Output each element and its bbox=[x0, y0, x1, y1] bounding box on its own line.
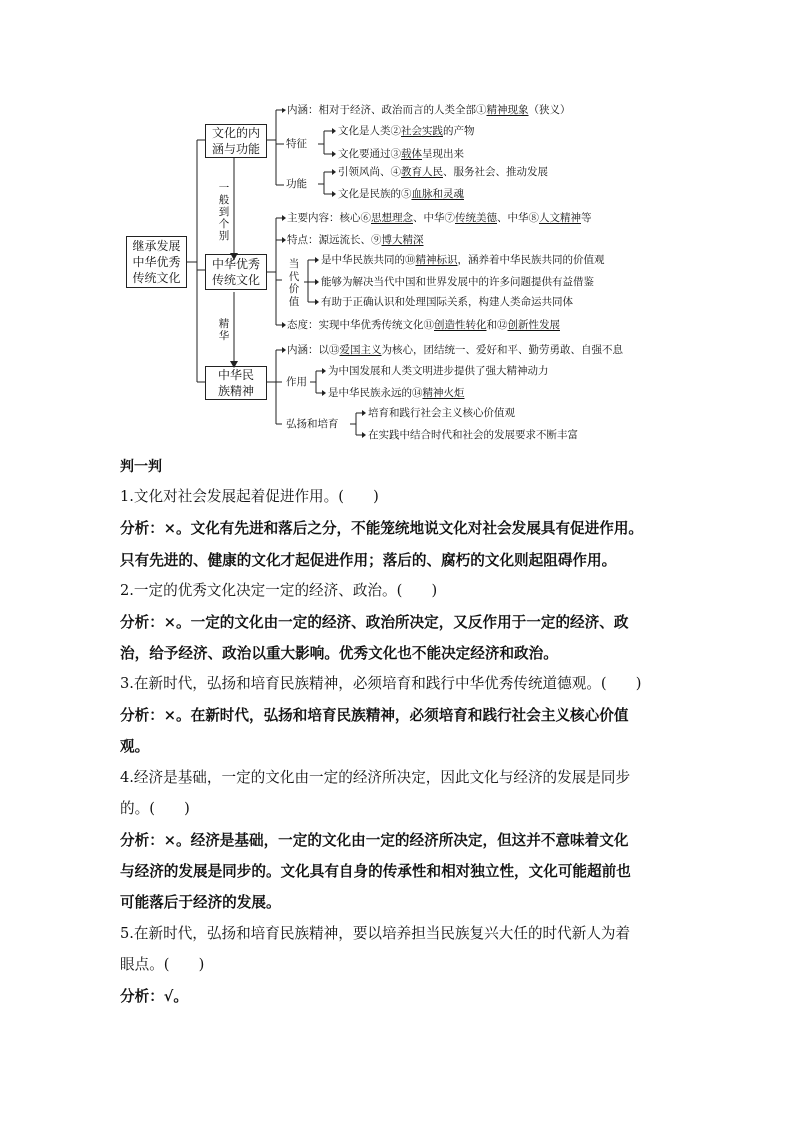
answer-2-line-1: 分析：×。一定的文化由一定的经济、政治所决定，又反作用于一定的经济、政 bbox=[120, 614, 629, 631]
n2-characteristics: 特点：源远流长、⑨博大精深 bbox=[287, 234, 424, 246]
question-4-line-2: 的。( ) bbox=[120, 800, 190, 817]
n1-feature-label: 特征 bbox=[286, 138, 307, 150]
diagram-node-national-spirit: 中华民族精神 bbox=[205, 366, 267, 400]
answer-1-line-2: 只有先进的、健康的文化才起促进作用；落后的、腐朽的文化则起阻碍作用。 bbox=[120, 552, 617, 569]
answer-4-line-3: 可能落后于经济的发展。 bbox=[120, 894, 281, 911]
n1-feature-2: 文化要通过③载体呈现出来 bbox=[338, 148, 464, 160]
answer-3-line-1: 分析：×。在新时代，弘扬和培育民族精神，必须培育和践行社会主义核心价值 bbox=[120, 707, 629, 724]
question-4-line-1: 4.经济是基础，一定的文化由一定的经济所决定，因此文化与经济的发展是同步 bbox=[120, 769, 631, 786]
n3-promote-label: 弘扬和培育 bbox=[286, 418, 339, 430]
diagram-root-box: 继承发展中华优秀传统文化 bbox=[126, 236, 187, 288]
n1-feature-1: 文化是人类②社会实践的产物 bbox=[338, 125, 475, 137]
n2-main-content: 主要内容：核心⑥思想理念、中华⑦传统美德、中华⑧人文精神等 bbox=[287, 212, 592, 224]
answer-4-line-2: 与经济的发展是同步的。文化具有自身的传承性和相对独立性，文化可能超前也 bbox=[120, 863, 631, 880]
n2-value-1: 是中华民族共同的⑩精神标识，涵养着中华民族共同的价值观 bbox=[321, 254, 605, 266]
n2-attitude: 态度：实现中华优秀传统文化⑪创造性转化和⑫创新性发展 bbox=[287, 319, 560, 331]
section-title: 判一判 bbox=[120, 459, 162, 475]
n2-value-label: 当代价值 bbox=[288, 258, 300, 308]
n1-function-label: 功能 bbox=[286, 178, 307, 190]
answer-1-line-1: 分析：×。文化有先进和落后之分，不能笼统地说文化对社会发展具有促进作用。 bbox=[120, 520, 644, 537]
question-1: 1.文化对社会发展起着促进作用。( ) bbox=[120, 488, 379, 505]
n3-promote-2: 在实践中结合时代和社会的发展要求不断丰富 bbox=[368, 429, 578, 441]
connector-label-essence: 精华 bbox=[218, 318, 230, 342]
n3-role-1: 为中国发展和人类文明进步提供了强大精神动力 bbox=[328, 365, 549, 377]
answer-5-line-1: 分析：√。 bbox=[120, 988, 188, 1005]
diagram-node-traditional-culture: 中华优秀传统文化 bbox=[205, 254, 267, 290]
connector-label-general-to-specific: 一般到个别 bbox=[218, 182, 230, 242]
n3-promote-1: 培育和践行社会主义核心价值观 bbox=[368, 407, 515, 419]
n1-function-2: 文化是民族的⑤血脉和灵魂 bbox=[338, 188, 464, 200]
n2-value-2: 能够为解决当代中国和世界发展中的许多问题提供有益借鉴 bbox=[321, 276, 594, 288]
question-2: 2.一定的优秀文化决定一定的经济、政治。( ) bbox=[120, 582, 438, 599]
n1-function-1: 引领风尚、④教育人民、服务社会、推动发展 bbox=[338, 166, 548, 178]
answer-4-line-1: 分析：×。经济是基础，一定的文化由一定的经济所决定，但这并不意味着文化 bbox=[120, 832, 629, 849]
answer-2-line-2: 治，给予经济、政治以重大影响。优秀文化也不能决定经济和政治。 bbox=[120, 645, 558, 662]
question-5-line-2: 眼点。( ) bbox=[120, 956, 205, 973]
n3-role-label: 作用 bbox=[286, 376, 307, 388]
answer-3-line-2: 观。 bbox=[120, 738, 150, 755]
n3-connotation: 内涵：以⑬爱国主义为核心，团结统一、爱好和平、勤劳勇敢、自强不息 bbox=[287, 344, 623, 356]
n3-role-2: 是中华民族永远的⑭精神火炬 bbox=[328, 387, 465, 399]
n2-value-3: 有助于正确认识和处理国际关系，构建人类命运共同体 bbox=[321, 296, 573, 308]
diagram-node-culture-connotation: 文化的内涵与功能 bbox=[205, 124, 267, 158]
question-3: 3.在新时代，弘扬和培育民族精神，必须培育和践行中华优秀传统道德观。( ) bbox=[120, 675, 642, 692]
question-5-line-1: 5.在新时代，弘扬和培育民族精神，要以培养担当民族复兴大任的时代新人为着 bbox=[120, 925, 631, 942]
n1-connotation: 内涵：相对于经济、政治而言的人类全部①精神现象（狭义） bbox=[287, 104, 571, 116]
